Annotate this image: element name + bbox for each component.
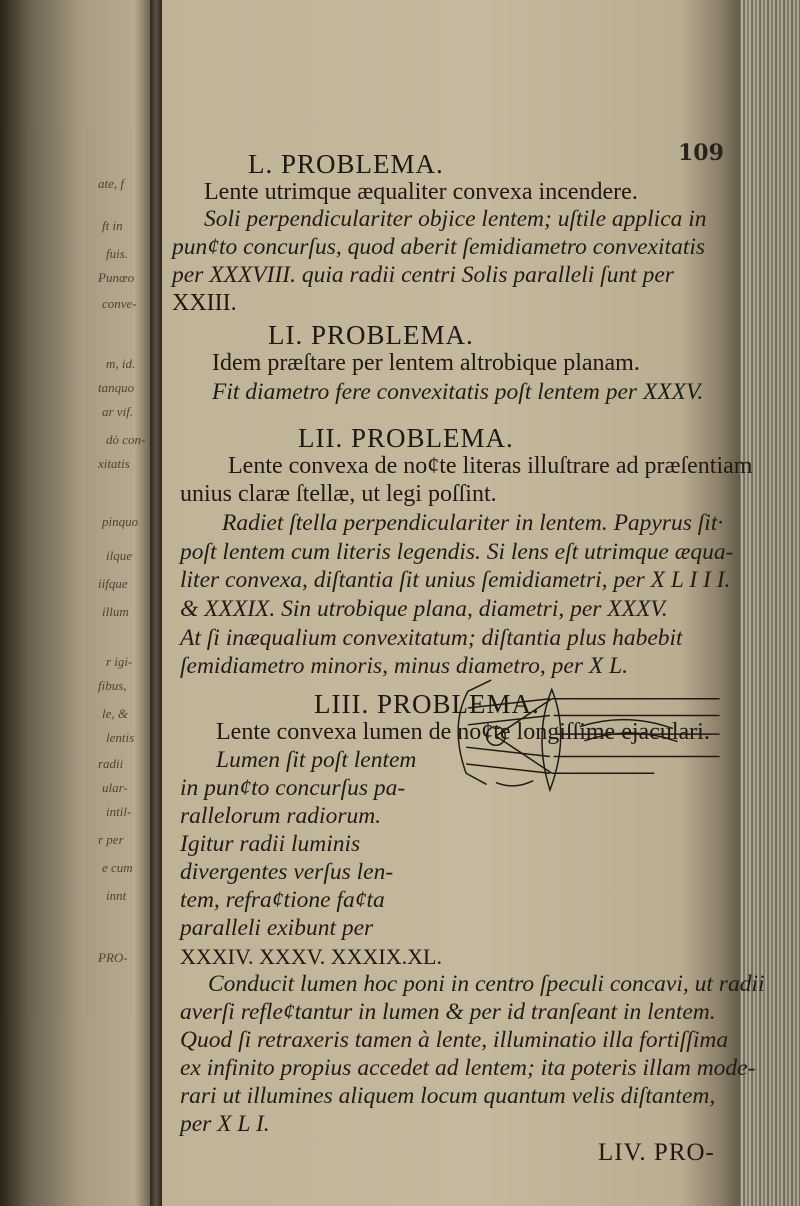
heading-problem-50: L. PROBLEMA. bbox=[248, 149, 444, 179]
text-line: divergentes verſus len- bbox=[180, 859, 394, 885]
text-line: Conducit lumen hoc poni in centro ſpeculi concavi, ut radii bbox=[208, 971, 765, 997]
facing-page-fragment: pinquo bbox=[102, 514, 139, 529]
facing-page-fragment: conve- bbox=[102, 296, 137, 311]
text-line: per X L I. bbox=[180, 1111, 270, 1137]
heading-problem-52: LII. PROBLEMA. bbox=[298, 423, 514, 453]
text-line: Lumen ſit poſt lentem bbox=[216, 747, 417, 773]
text-line: poſt lentem cum literis legendis. Si lens eſt utrimque æqua- bbox=[180, 539, 734, 565]
facing-page-edge bbox=[0, 0, 150, 1206]
lens-outline bbox=[542, 689, 561, 790]
facing-page-fragment: m, id. bbox=[106, 356, 136, 371]
facing-page-fragment: ular- bbox=[102, 780, 128, 795]
page-edges-right bbox=[740, 0, 800, 1206]
text-line: averſi refle¢tantur in lumen & per id tranſeant in lentem. bbox=[180, 999, 716, 1025]
lens-figure bbox=[440, 666, 740, 806]
text-line: liter convexa, diſtantia ſit unius ſemidiametri, per X L I I I. bbox=[180, 567, 731, 593]
facing-page-fragment: fuis. bbox=[106, 246, 129, 261]
facing-page-fragment: xitatis bbox=[98, 456, 130, 471]
text-line: XXXIV. XXXV. XXXIX.XL. bbox=[180, 944, 442, 969]
text-line: ex infinito propius accedet ad lentem; ita poteris illam mode- bbox=[180, 1055, 756, 1081]
text-line: Soli perpendiculariter objice lentem; uſtile applica in bbox=[204, 206, 707, 232]
statement-problem-50: Lente utrimque æqualiter convexa incendere. bbox=[204, 179, 638, 205]
text-line: rallelorum radiorum. bbox=[180, 803, 382, 829]
facing-page-fragment: e cum bbox=[102, 860, 133, 875]
facing-page-fragment: iifque bbox=[98, 576, 128, 591]
statement-problem-53: Lente convexa lumen de no¢te longiſſime ejaculari. bbox=[216, 719, 710, 745]
book-gutter bbox=[150, 0, 162, 1206]
facing-page-fragment: ilque bbox=[106, 548, 132, 563]
text-line: Radiet ſtella perpendiculariter in lentem. Papyrus ſit· bbox=[222, 510, 724, 536]
facing-page-fragment: illum bbox=[102, 604, 129, 619]
facing-page-fragment: radii bbox=[98, 756, 124, 771]
heading-problem-51: LI. PROBLEMA. bbox=[268, 320, 474, 350]
facing-page-fragment: ft in bbox=[102, 218, 123, 233]
facing-page-fragment: PRO- bbox=[98, 950, 128, 965]
facing-page-fragment: ar vif. bbox=[102, 404, 134, 419]
text-line: Quod ſi retraxeris tamen à lente, illuminatio illa fortiſſima bbox=[180, 1027, 729, 1053]
facing-page-fragment: innt bbox=[106, 888, 127, 903]
facing-page-fragment: le, & bbox=[102, 706, 128, 721]
facing-page-fragment: intil- bbox=[106, 804, 132, 819]
text-line: At ſi inæqualium convexitatum; diſtantia plus habebit bbox=[180, 625, 683, 651]
facing-page-fragment: ate, f bbox=[98, 176, 124, 191]
statement-problem-51: Idem præſtare per lentem altrobique planam. bbox=[212, 350, 640, 376]
mirror-arc bbox=[458, 691, 468, 773]
facing-page-fragment: tanquo bbox=[98, 380, 135, 395]
text-line: tem, refra¢tione fa¢ta bbox=[180, 887, 385, 913]
text-line: Fit diametro fere convexitatis poſt lentem per XXXV. bbox=[212, 379, 704, 405]
facing-page-fragment: r igi- bbox=[106, 654, 133, 669]
facing-page-fragment: r per bbox=[98, 832, 124, 847]
statement-problem-52: unius claræ ſtellæ, ut legi poſſint. bbox=[180, 481, 497, 507]
statement-problem-52: Lente convexa de no¢te literas illuſtrare ad præſentiam bbox=[228, 453, 753, 479]
text-line: ſemidiametro minoris, minus diametro, per X L. bbox=[180, 653, 629, 679]
text-line: in pun¢to concurſus pa- bbox=[180, 775, 406, 801]
text-line: per XXXVIII. quia radii centri Solis paralleli ſunt per bbox=[172, 262, 674, 288]
facing-page-fragment: Punœo bbox=[98, 270, 135, 285]
page-number: 109 bbox=[678, 140, 724, 166]
text-line: & XXXIX. Sin utrobique plana, diametri, per XXXV. bbox=[180, 596, 668, 622]
facing-page-fragment: dò con- bbox=[106, 432, 146, 447]
text-line: Igitur radii luminis bbox=[180, 831, 361, 857]
text-line: pun¢to concurſus, quod aberit ſemidiametro convexitatis bbox=[172, 234, 706, 260]
catchword: LIV. PRO- bbox=[598, 1139, 715, 1166]
heading-problem-53: LIII. PROBLEMA. bbox=[314, 689, 540, 719]
facing-page-fragment: lentis bbox=[106, 730, 135, 745]
text-line: rari ut illumines aliquem locum quantum velis diſtantem, bbox=[180, 1083, 716, 1109]
facing-page-fragment: fibus, bbox=[98, 678, 127, 693]
text-line: XXIII. bbox=[172, 290, 237, 316]
text-line: paralleli exibunt per bbox=[180, 915, 374, 941]
